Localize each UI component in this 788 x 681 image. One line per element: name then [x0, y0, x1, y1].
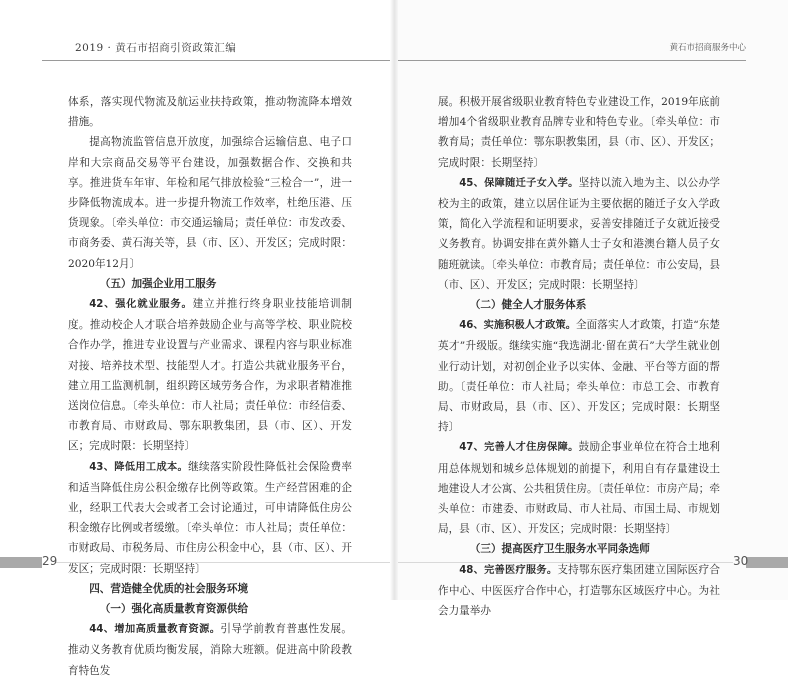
subsection-heading: （二）健全人才服务体系 — [469, 299, 587, 312]
left-page-body — [68, 92, 352, 681]
footer-rule-right — [398, 562, 733, 563]
subsection-heading: （一）强化高质量教育资源供给 — [99, 603, 249, 616]
book-gutter — [390, 0, 398, 600]
body-paragraph — [438, 560, 720, 622]
body-paragraph — [68, 294, 352, 457]
body-paragraph — [68, 92, 352, 132]
header-rule-left — [42, 60, 390, 61]
body-paragraph — [438, 437, 720, 539]
running-header-title: 2019 · 黄石市招商引资政策汇编 — [75, 42, 237, 54]
paragraph-text: 支持鄂东医疗集团建立国际医疗合作中心、中医医疗合作中心，打造鄂东区域医疗中心。为社会力量举办 — [438, 563, 721, 618]
running-header-org: 黄石市招商服务中心 — [669, 43, 746, 53]
clause-lead: 47、完善人才住房保障。 — [459, 442, 579, 454]
paragraph-text: 坚持以流入地为主、以公办学校为主的政策，建立以居住证为主要依据的随迁子女入学政策，简化入学流程和证明要求，妥善安排随迁子女就近接受义务教育。协调安排在黄外籍人士子女和港澳台籍人员子女随班就读。〔牵头单位：市教育局；责任单位：市公安局，县（市、区）、开发区；完成时限：长期坚持〕 — [438, 176, 720, 291]
paragraph-text: 全面落实人才政策，打造“东楚英才”升级版。继续实施“我选湖北·留在黄石”大学生就业创业行动计划，对初创企业予以实体、金融、平台等方面的帮助。〔责任单位：市人社局；牵头单位：市总工会、市教育局、市财政局，县（市、区）、开发区；完成时限：长期坚持〕 — [438, 319, 720, 434]
paragraph-text: 引导学前教育普惠性发展。推动义务教育优质均衡发展，消除大班额。促进高中阶段教育特色发 — [68, 623, 352, 677]
right-page-body — [438, 92, 720, 621]
footer-bar-right — [746, 557, 788, 568]
clause-lead: 46、实施积极人才政策。 — [459, 320, 576, 332]
body-paragraph — [438, 92, 720, 173]
page-number-right: 30 — [733, 554, 749, 568]
footer-bar-left — [0, 557, 42, 568]
clause-lead: 45、保障随迁子女入学。 — [459, 177, 579, 189]
paragraph-text: 展。积极开展省级职业教育特色专业建设工作，2019年底前增加4个省级职业教育品牌专业和特色专业。〔牵头单位：市教育局；责任单位：鄂东职教集团，县（市、区）、开发区；完成时限：长期坚持〕 — [438, 96, 720, 169]
body-paragraph — [68, 132, 352, 273]
paragraph-text: 继续落实阶段性降低社会保险费率和适当降低住房公积金缴存比例等政策。生产经营困难的企业，经职工代表大会或者工会讨论通过，可申请降低住房公积金缴存比例或者缓缴。〔牵头单位：市人社局；责任单位：市财政局、市税务局、市住房公积金中心，县（市、区）、开发区；完成时限：长期坚持〕 — [68, 460, 353, 575]
subsection-heading: （三）提高医疗卫生服务水平同条选师 — [469, 543, 650, 556]
paragraph-text: 提高物流监管信息开放度，加强综合运输信息、电子口岸和大宗商品交易等平台建设，加强数据合作、交换和共享。推进货车年审、年检和尾气排放检验“三检合一”，进一步降低物流成本。进一步提升物流工作效率，杜绝压港、压货现象。〔牵头单位：市交通运输局；责任单位：市发改委、市商务委、黄石海关等，县（市、区）、开发区；完成时限：2020年12月〕 — [68, 136, 352, 270]
body-paragraph — [438, 315, 720, 437]
clause-lead: 43、降低用工成本。 — [89, 461, 189, 473]
paragraph-text: 体系，落实现代物流及航运业扶持政策，推动物流降本增效措施。 — [68, 96, 352, 129]
body-paragraph — [68, 619, 352, 681]
footer-rule-left — [55, 562, 390, 563]
paragraph-text: 鼓励企事业单位在符合土地利用总体规划和城乡总体规划的前提下，利用自有存量建设土地建设人才公寓、公共租赁住房。〔责任单位：市房产局；牵头单位：市建委、市财政局、市人社局、市国土局、市规划局，县（市、区）、开发区；完成时限：长期坚持〕 — [438, 441, 720, 536]
paragraph-text: 建立并推行终身职业技能培训制度。推动校企人才联合培养鼓励企业与高等学校、职业院校合作办学，推进专业设置与产业需求、课程内容与职业标准对接、培养技术型、技能型人才。打造公共就业服务平台，建立用工监测机制，组织跨区域劳务合作，为求职者精准推送岗位信息。〔牵头单位：市人社局；责任单位：市经信委、市教育局、市财政局、鄂东职教集团，县（市、区）、开发区；完成时限：长期坚持〕 — [68, 298, 352, 453]
clause-lead: 42、强化就业服务。 — [89, 299, 193, 311]
body-paragraph — [68, 457, 352, 579]
subsection-heading: （五）加强企业用工服务 — [99, 277, 217, 290]
clause-lead: 48、完善医疗服务。 — [459, 564, 558, 576]
page-number-left: 29 — [42, 554, 58, 568]
clause-lead: 44、增加高质量教育资源。 — [89, 624, 221, 636]
section-heading: 四、营造健全优质的社会服务环境 — [89, 582, 249, 595]
body-paragraph — [438, 173, 720, 295]
header-rule-right — [398, 60, 746, 61]
